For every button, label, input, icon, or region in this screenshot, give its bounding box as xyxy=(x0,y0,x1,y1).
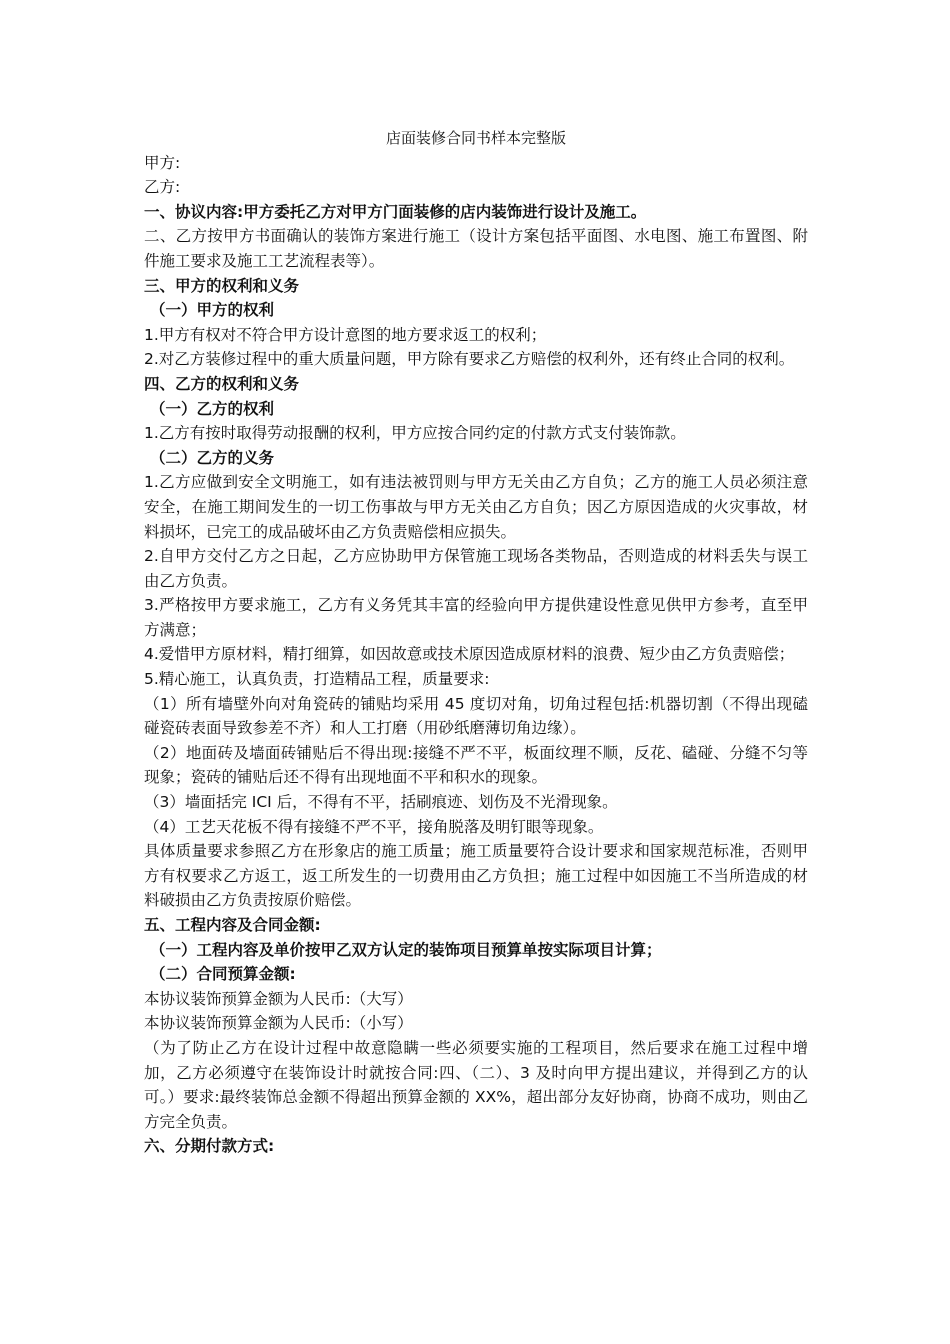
paragraph: 5.精心施工，认真负责，打造精品工程，质量要求: xyxy=(144,670,490,689)
paragraph: 二、乙方按甲方书面确认的装饰方案进行施工（设计方案包括平面图、水电图、施工布置图、附件施工要求及施工工艺流程表等）。 xyxy=(144,227,808,270)
paragraph: 甲方: xyxy=(144,153,181,172)
paragraph: 乙方: xyxy=(144,178,181,197)
paragraph: 1.乙方应做到安全文明施工，如有违法被罚则与甲方无关由乙方自负；乙方的施工人员必须注意安全，在施工期间发生的一切工伤事故与甲方无关由乙方自负；因乙方原因造成的火灾事故，材料损坏，已完工的成品破坏由乙方负责赔偿相应损失。 xyxy=(144,473,808,541)
paragraph: 1.甲方有权对不符合甲方设计意图的地方要求返工的权利； xyxy=(144,325,547,344)
document-body xyxy=(144,126,808,1159)
paragraph: （3）墙面括完 ICI 后，不得有不平，括刷痕迹、划伤及不光滑现象。 xyxy=(144,793,618,812)
paragraph: 2.对乙方装修过程中的重大质量问题，甲方除有要求乙方赔偿的权利外，还有终止合同的权利。 xyxy=(144,350,795,369)
document-title: 店面装修合同书样本完整版 xyxy=(385,129,566,147)
section-heading: 六、分期付款方式: xyxy=(144,1137,275,1156)
section-heading: （二）乙方的义务 xyxy=(150,448,275,467)
section-heading: 四、乙方的权利和义务 xyxy=(144,374,300,393)
paragraph: 1.乙方有按时取得劳动报酬的权利，甲方应按合同约定的付款方式支付装饰款。 xyxy=(144,424,686,443)
section-heading: （一）甲方的权利 xyxy=(150,301,275,320)
paragraph: 本协议装饰预算金额为人民币:（大写） xyxy=(144,989,413,1008)
paragraph: 具体质量要求参照乙方在形象店的施工质量；施工质量要符合设计要求和国家规范标准，否则甲方有权要求乙方返工，返工所发生的一切费用由乙方负担；施工过程中如因施工不当所造成的材料破损由乙方负责按原价赔偿。 xyxy=(144,842,808,910)
section-heading: （一）工程内容及单价按甲乙双方认定的装饰项目预算单按实际项目计算； xyxy=(150,940,662,959)
section-heading: （一）乙方的权利 xyxy=(150,399,275,418)
paragraph: 3.严格按甲方要求施工，乙方有义务凭其丰富的经验向甲方提供建设性意见供甲方参考，直至甲方满意； xyxy=(144,596,808,639)
paragraph: （1）所有墙壁外向对角瓷砖的铺贴均采用 45 度切对角，切角过程包括:机器切割（不得出现磕碰瓷砖表面导致参差不齐）和人工打磨（用砂纸磨薄切角边缘）。 xyxy=(144,694,808,738)
section-heading: 一、协议内容:甲方委托乙方对甲方门面装修的店内装饰进行设计及施工。 xyxy=(144,202,647,221)
section-heading: 三、甲方的权利和义务 xyxy=(144,276,300,295)
paragraph: 4.爱惜甲方原材料，精打细算，如因故意或技术原因造成原材料的浪费、短少由乙方负责赔偿； xyxy=(144,645,795,664)
paragraph: 2.自甲方交付乙方之日起，乙方应协助甲方保管施工现场各类物品，否则造成的材料丢失与误工由乙方负责。 xyxy=(144,547,808,590)
paragraph: 本协议装饰预算金额为人民币:（小写） xyxy=(144,1014,413,1033)
section-heading: 五、工程内容及合同金额: xyxy=(144,916,321,934)
paragraph: （为了防止乙方在设计过程中故意隐瞒一些必须要实施的工程项目，然后要求在施工过程中增加，乙方必须遵守在装饰设计时就按合同:四、（二）、3 及时向甲方提出建议，并得到乙方的认可。）要求:最终装饰总金额不得超出预算金额的 XX%，超出部分友好协商，协商不成功，则由乙方完全负责。 xyxy=(144,1038,808,1131)
paragraph: （4）工艺天花板不得有接缝不严不平，接角脱落及明钉眼等现象。 xyxy=(144,817,604,836)
paragraph: （2）地面砖及墙面砖铺贴后不得出现:接缝不严不平，板面纹理不顺，反花、磕碰、分缝不匀等现象；瓷砖的铺贴后还不得有出现地面不平和积水的现象。 xyxy=(144,743,808,787)
section-heading: （二）合同预算金额: xyxy=(150,965,296,984)
